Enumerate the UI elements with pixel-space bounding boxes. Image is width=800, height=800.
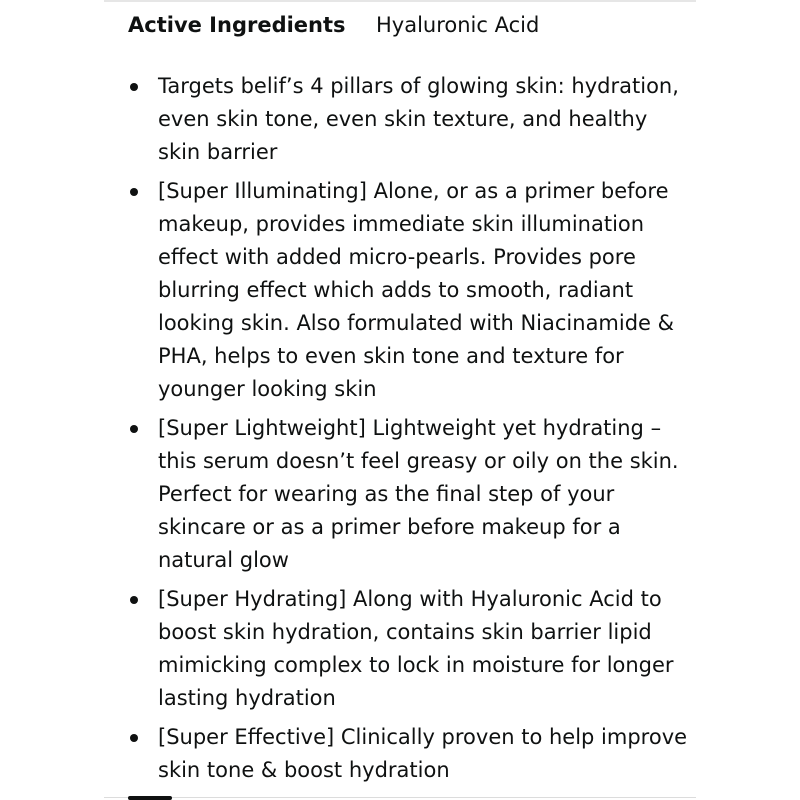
bullet-dot-icon: [130, 83, 138, 91]
bullet-dot-icon: [130, 596, 138, 604]
spec-row-active-ingredients: [128, 9, 539, 41]
spec-value: Hyaluronic Acid: [376, 13, 540, 37]
about-this-item-list: [122, 70, 694, 793]
bullet-text: [Super Effective] Clinically proven to help improve skin tone & boost hydration: [158, 725, 688, 782]
bullet-dot-icon: [130, 425, 138, 433]
bullet-text: [Super Lightweight] Lightweight yet hydrating – this serum doesn’t feel greasy or oily on the skin. Perfect for wearing as the final step of your skincare or as a primer before makeup for a natural glow: [158, 416, 679, 572]
right-margin: [696, 0, 800, 800]
bullet-text: [Super Illuminating] Alone, or as a primer before makeup, provides immediate skin illumination effect with added micro-pearls. Provides pore blurring effect which adds to smooth, radiant looking skin. Also formulated with Niacinamide & PHA, helps to even skin tone and texture for younger looking skin: [158, 179, 675, 401]
list-item: [122, 583, 694, 715]
scroll-indicator: [128, 796, 172, 800]
list-item: [122, 412, 694, 577]
spec-label: Active Ingredients: [128, 13, 346, 37]
bullet-text: Targets belif’s 4 pillars of glowing skin: hydration, even skin tone, even skin texture, and healthy skin barrier: [158, 74, 679, 164]
bullet-text: [Super Hydrating] Along with Hyaluronic Acid to boost skin hydration, contains skin barrier lipid mimicking complex to lock in moisture for longer lasting hydration: [158, 587, 674, 710]
product-info-panel: [104, 0, 696, 800]
left-margin: [0, 0, 104, 800]
bullet-dot-icon: [130, 734, 138, 742]
list-item: [122, 70, 694, 169]
bottom-divider: [104, 797, 696, 798]
list-item: [122, 175, 694, 406]
list-item: [122, 721, 694, 787]
bullet-dot-icon: [130, 188, 138, 196]
